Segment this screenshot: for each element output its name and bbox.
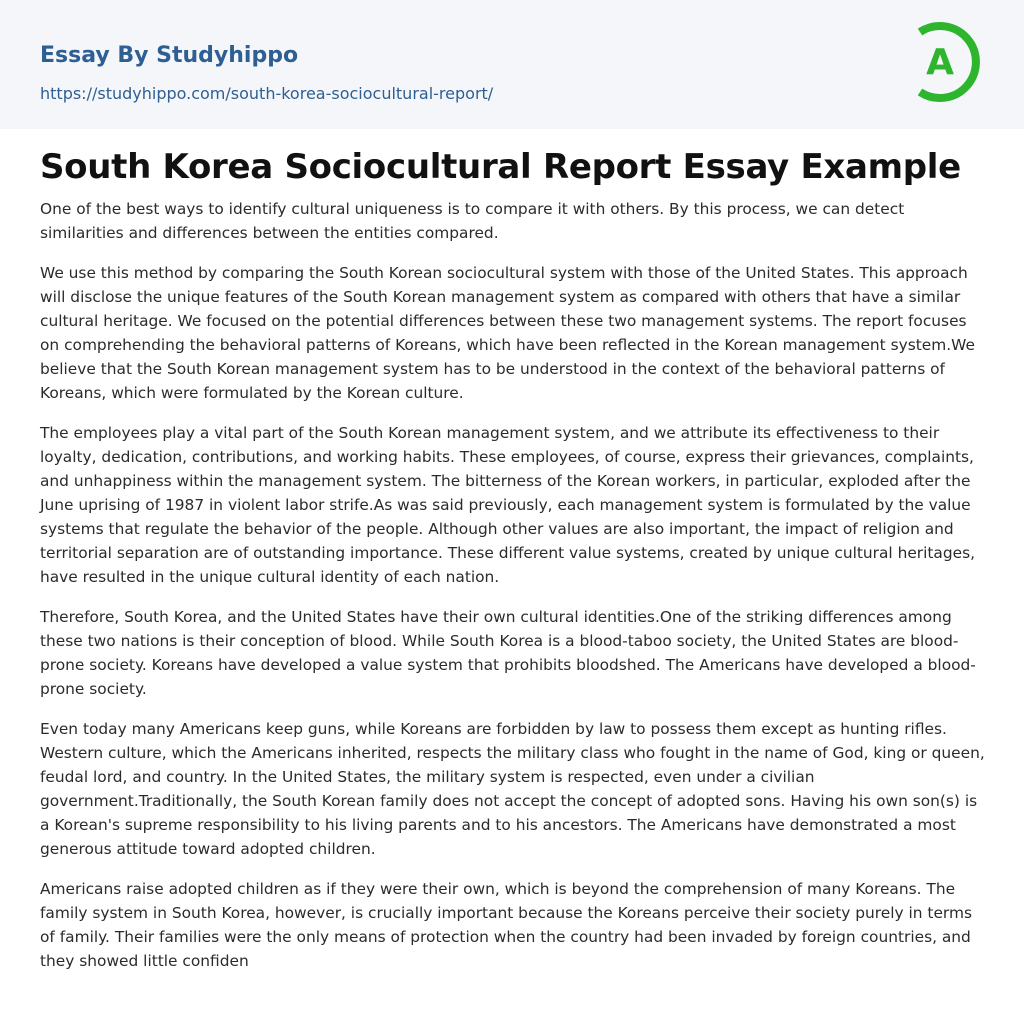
site-brand[interactable]: Essay By Studyhippo	[40, 43, 299, 68]
paragraph-2: We use this method by comparing the South Korean sociocultural system with those of the United States. This approach will disclose the unique features of the South Korean management system as compared with others that have a similar cultural heritage. We focused on the potential differences between these two management systems. The report focuses on comprehending the behavioral patterns of Koreans, which have been reflected in the Korean management system.We believe that the South Korean management system has to be understood in the context of the behavioral patterns of Koreans, which were formulated by the Korean culture.	[40, 264, 975, 402]
page-url-link[interactable]: https://studyhippo.com/south-korea-sociocultural-report/	[40, 84, 494, 103]
site-header	[0, 0, 1024, 129]
paragraph-1: One of the best ways to identify cultural uniqueness is to compare it with others. By this process, we can detect similarities and differences between the entities compared.	[40, 200, 905, 242]
studyhippo-logo-icon[interactable]	[910, 17, 988, 107]
article-content	[40, 143, 985, 989]
logo-letter: A	[926, 42, 954, 83]
paragraph-4: Therefore, South Korea, and the United States have their own cultural identities.One of the striking differences among these two nations is their conception of blood. While South Korea is a blood-taboo society, the United States are blood-prone society. Koreans have developed a value system that prohibits bloodshed. The Americans have developed a blood-prone society.	[40, 608, 976, 698]
paragraph-6: Americans raise adopted children as if they were their own, which is beyond the comprehension of many Koreans. The family system in South Korea, however, is crucially important because the Koreans perceive their society purely in terms of family. Their families were the only means of protection when the country had been invaded by foreign countries, and they showed little confiden	[40, 880, 972, 970]
paragraph-5: Even today many Americans keep guns, while Koreans are forbidden by law to possess them except as hunting rifles. Western culture, which the Americans inherited, respects the military class who fought in the name of God, king or queen, feudal lord, and country. In the United States, the military system is respected, even under a civilian government.Traditionally, the South Korean family does not accept the concept of adopted sons. Having his own son(s) is a Korean's supreme responsibility to his living parents and to his ancestors. The Americans have demonstrated a most generous attitude toward adopted children.	[40, 720, 985, 858]
paragraph-3: The employees play a vital part of the South Korean management system, and we attribute its effectiveness to their loyalty, dedication, contributions, and working habits. These employees, of course, express their grievances, complaints, and unhappiness within the management system. The bitterness of the Korean workers, in particular, exploded after the June uprising of 1987 in violent labor strife.As was said previously, each management system is formulated by the value systems that regulate the behavior of the people. Although other values are also important, the impact of religion and territorial separation are of outstanding importance. These different value systems, created by unique cultural heritages, have resulted in the unique cultural identity of each nation.	[40, 424, 976, 586]
article-title: South Korea Sociocultural Report Essay Example	[40, 147, 961, 187]
